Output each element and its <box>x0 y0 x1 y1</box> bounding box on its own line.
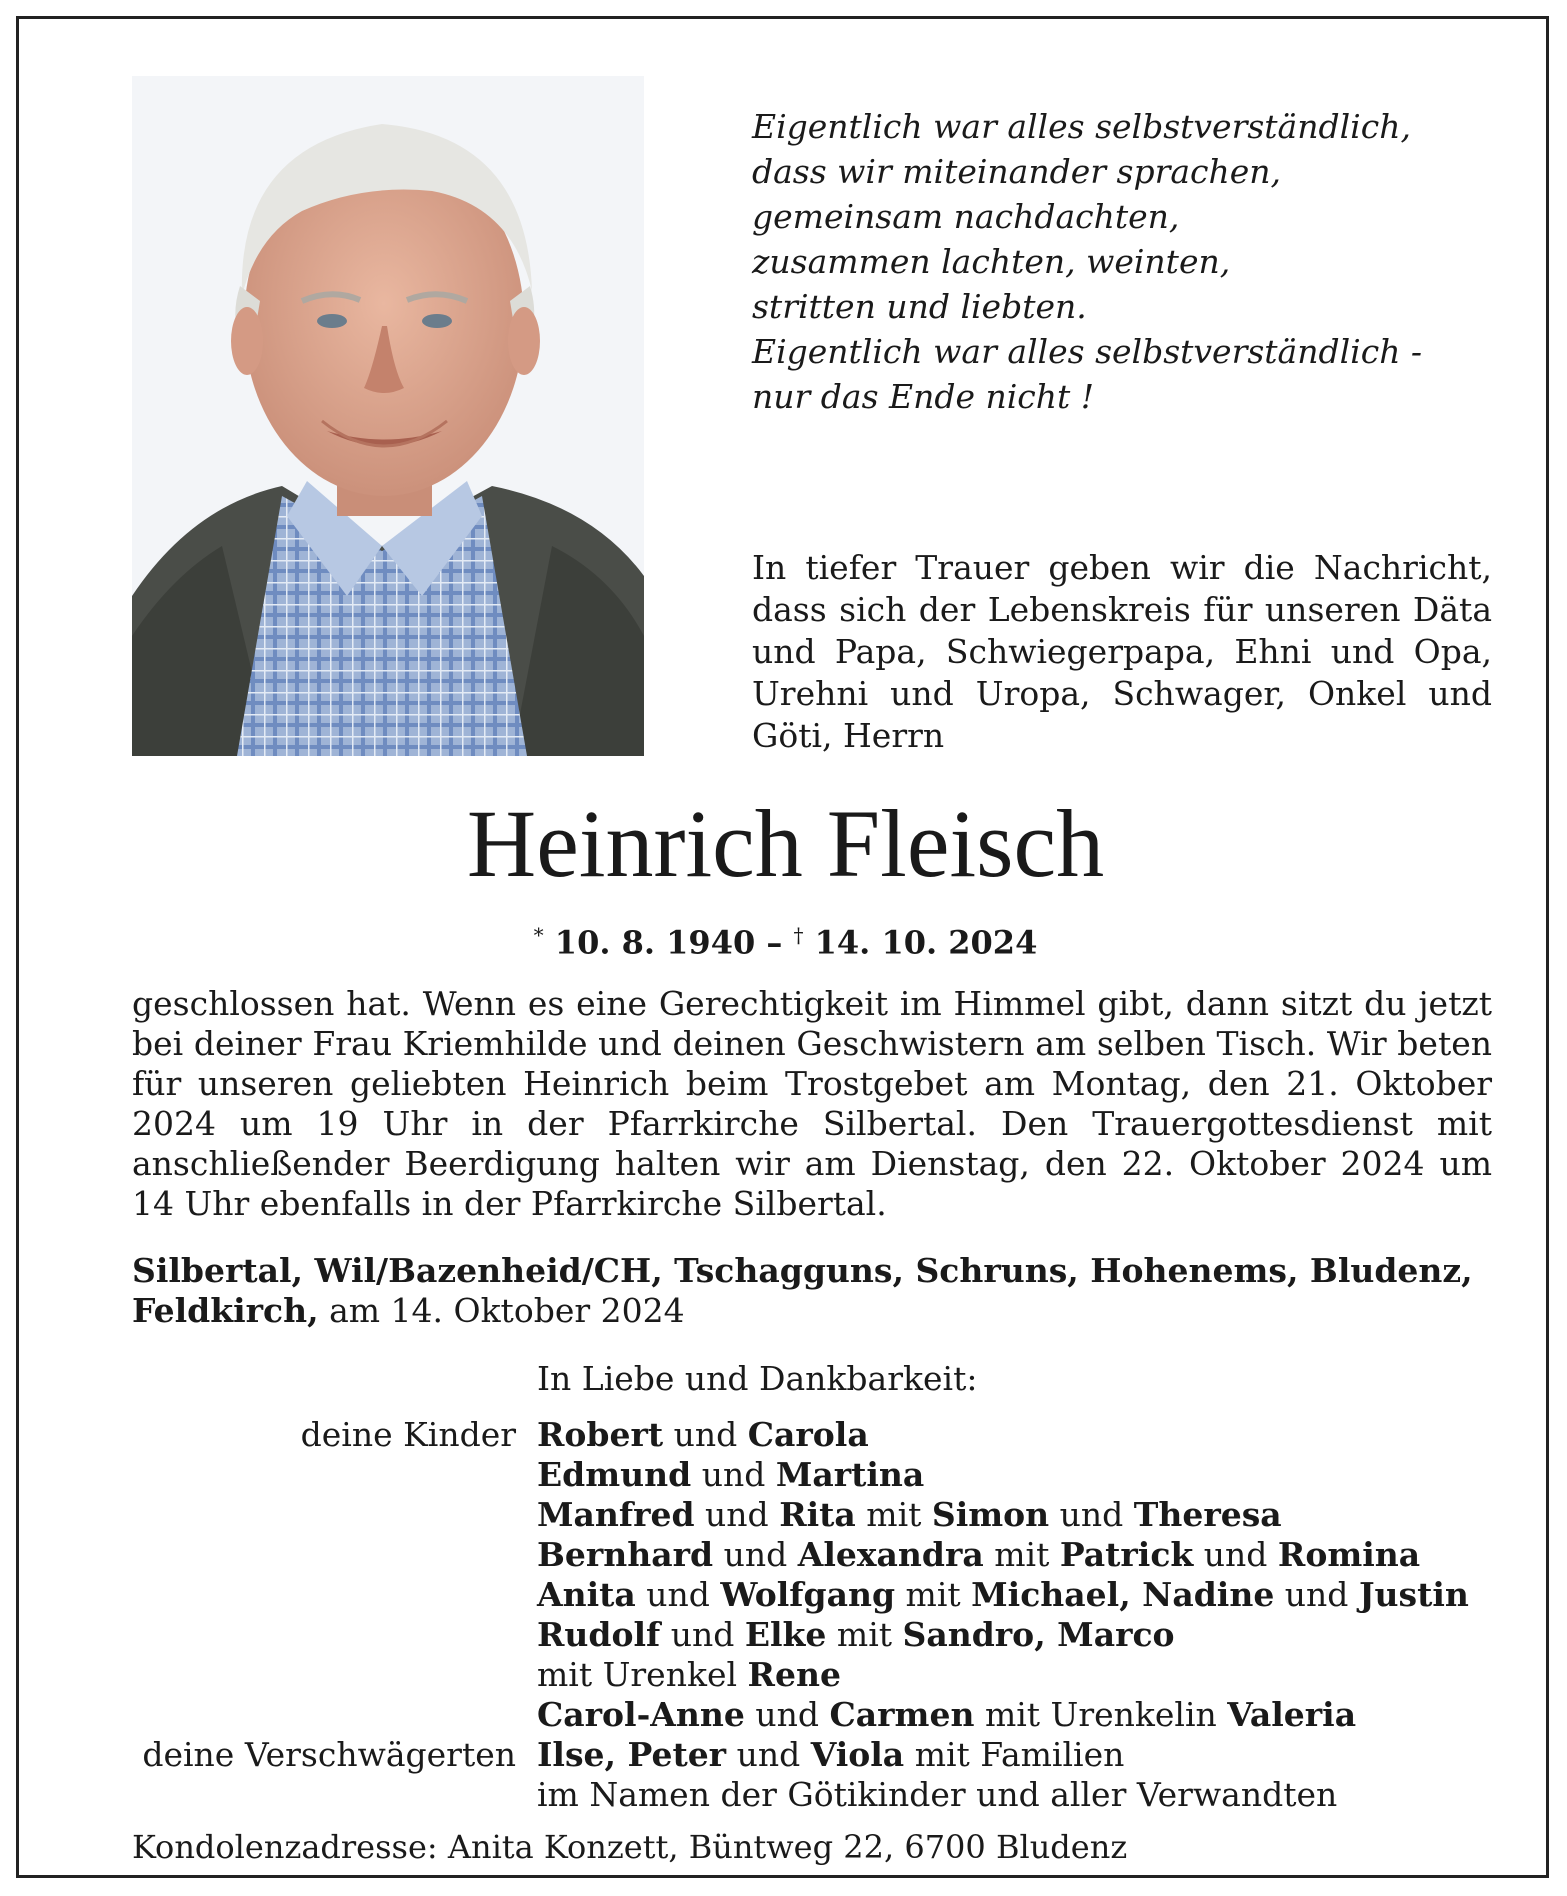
portrait-image <box>132 76 644 756</box>
family-row <box>19 1655 1552 1695</box>
member-name: Wolfgang <box>720 1575 896 1614</box>
connector-text: und <box>660 1615 745 1654</box>
obituary-card <box>16 16 1549 1878</box>
poem-line: gemeinsam nachdachten, <box>752 197 1180 236</box>
family-members <box>537 1615 1175 1655</box>
connector-text: und <box>744 1695 830 1734</box>
family-row <box>19 1575 1552 1615</box>
life-dates <box>19 915 1552 963</box>
family-locations: Silbertal, Wil/Bazenheid/CH, Tschagguns, Schruns, Hohenems, Bludenz, Feldkirch, <box>132 1251 1473 1330</box>
member-name: Michael, Nadine <box>971 1575 1275 1614</box>
announcement-date: am 14. Oktober 2024 <box>318 1291 685 1330</box>
family-members <box>537 1415 869 1455</box>
connector-text: und <box>635 1575 721 1614</box>
connector-text: mit <box>983 1535 1060 1574</box>
member-name: Alexandra <box>797 1535 984 1574</box>
connector-text: mit Urenkel <box>537 1655 748 1694</box>
member-name: Rudolf <box>537 1615 661 1654</box>
poem-line: Eigentlich war alles selbstverständlich - <box>752 332 1423 371</box>
family-row <box>19 1615 1552 1655</box>
connector-text: mit Urenkelin <box>974 1695 1228 1734</box>
portrait-photo <box>132 76 644 756</box>
birth-symbol: * <box>533 923 544 947</box>
deceased-name: Heinrich Fleisch <box>466 790 1105 897</box>
condolence-address: Kondolenzadresse: Anita Konzett, Büntweg 22, 6700 Bludenz <box>132 1828 1128 1866</box>
family-members <box>537 1495 1282 1535</box>
member-name: Simon <box>931 1495 1050 1534</box>
poem-line: dass wir miteinander sprachen, <box>752 152 1282 191</box>
family-row <box>19 1535 1552 1575</box>
family-group-label: deine Verschwägerten <box>142 1735 516 1774</box>
family-row <box>19 1735 1552 1775</box>
family-members <box>537 1455 924 1495</box>
member-name: Theresa <box>1133 1495 1282 1534</box>
connector-text: und <box>713 1535 798 1574</box>
family-group-label: deine Kinder <box>300 1415 516 1454</box>
connector-text: mit Familien <box>904 1735 1125 1774</box>
member-name: Carol-Anne <box>537 1695 745 1734</box>
connector-text: im Namen der Götikinder und aller Verwandten <box>537 1775 1338 1814</box>
family-members <box>537 1735 1124 1775</box>
service-details: geschlossen hat. Wenn es eine Gerechtigkeit im Himmel gibt, dann sitzt du jetzt bei deiner Frau Kriemhilde und deinen Geschwistern am selben Tisch. Wir beten für unseren geliebten Heinrich beim Trostgebet am Montag, den 21. Oktober 2024 um 19 Uhr in der Pfarrkirche Silbertal. Den Trauergottesdienst mit anschließender Beerdigung halten wir am Dienstag, den 22. Oktober 2024 um 14 Uhr ebenfalls in der Pfarrkirche Silbertal. <box>132 984 1492 1223</box>
connector-text: und <box>726 1735 811 1774</box>
member-name: Manfred <box>537 1495 695 1534</box>
family-row <box>19 1415 1552 1455</box>
member-name: Martina <box>775 1455 925 1494</box>
family-members <box>537 1695 1356 1735</box>
poem-line: zusammen lachten, weinten, <box>752 242 1231 281</box>
connector-text: und <box>1274 1575 1359 1614</box>
member-name: Robert <box>537 1415 664 1454</box>
member-name: Justin <box>1358 1575 1469 1614</box>
family-members <box>537 1575 1469 1615</box>
member-name: Rene <box>747 1655 841 1694</box>
member-name: Valeria <box>1227 1695 1357 1734</box>
poem <box>752 104 1512 419</box>
death-date: 14. 10. 2024 <box>814 923 1038 962</box>
family-row <box>19 1495 1552 1535</box>
connector-text: und <box>691 1455 776 1494</box>
connector-text: mit <box>895 1575 972 1614</box>
thanks-line: In Liebe und Dankbarkeit: <box>537 1359 978 1398</box>
family-row <box>19 1695 1552 1735</box>
poem-line: nur das Ende nicht ! <box>752 377 1095 416</box>
member-name: Viola <box>810 1735 905 1774</box>
member-name: Carola <box>747 1415 869 1454</box>
birth-date: 10. 8. 1940 <box>554 923 756 962</box>
member-name: Elke <box>744 1615 827 1654</box>
member-name: Bernhard <box>537 1535 714 1574</box>
member-name: Patrick <box>1059 1535 1194 1574</box>
connector-text: und <box>694 1495 780 1534</box>
member-name: Edmund <box>537 1455 692 1494</box>
connector-text: und <box>1193 1535 1278 1574</box>
connector-text: mit <box>855 1495 932 1534</box>
connector-text: mit <box>826 1615 903 1654</box>
member-name: Carmen <box>829 1695 975 1734</box>
member-name: Sandro, Marco <box>902 1615 1175 1654</box>
connector-text: und <box>1049 1495 1134 1534</box>
member-name: Romina <box>1277 1535 1421 1574</box>
member-name: Ilse, Peter <box>537 1735 727 1774</box>
member-name: Anita <box>537 1575 636 1614</box>
announcement-intro: In tiefer Trauer geben wir die Nachricht, dass sich der Lebenskreis für unseren Däta und Papa, Schwiegerpapa, Ehni und Opa, Urehni und Uropa, Schwager, Onkel und Göti, Herrn <box>752 548 1492 755</box>
family-row <box>19 1775 1552 1815</box>
date-separator: – <box>766 923 783 962</box>
family-members <box>537 1655 841 1695</box>
poem-line: Eigentlich war alles selbstverständlich, <box>752 107 1411 146</box>
places-and-date <box>132 1251 1492 1331</box>
family-row <box>19 1455 1552 1495</box>
poem-line: stritten und liebten. <box>752 287 1087 326</box>
family-members <box>537 1775 1337 1815</box>
connector-text: und <box>663 1415 748 1454</box>
family-members <box>537 1535 1420 1575</box>
death-symbol: † <box>793 923 804 947</box>
member-name: Rita <box>779 1495 856 1534</box>
